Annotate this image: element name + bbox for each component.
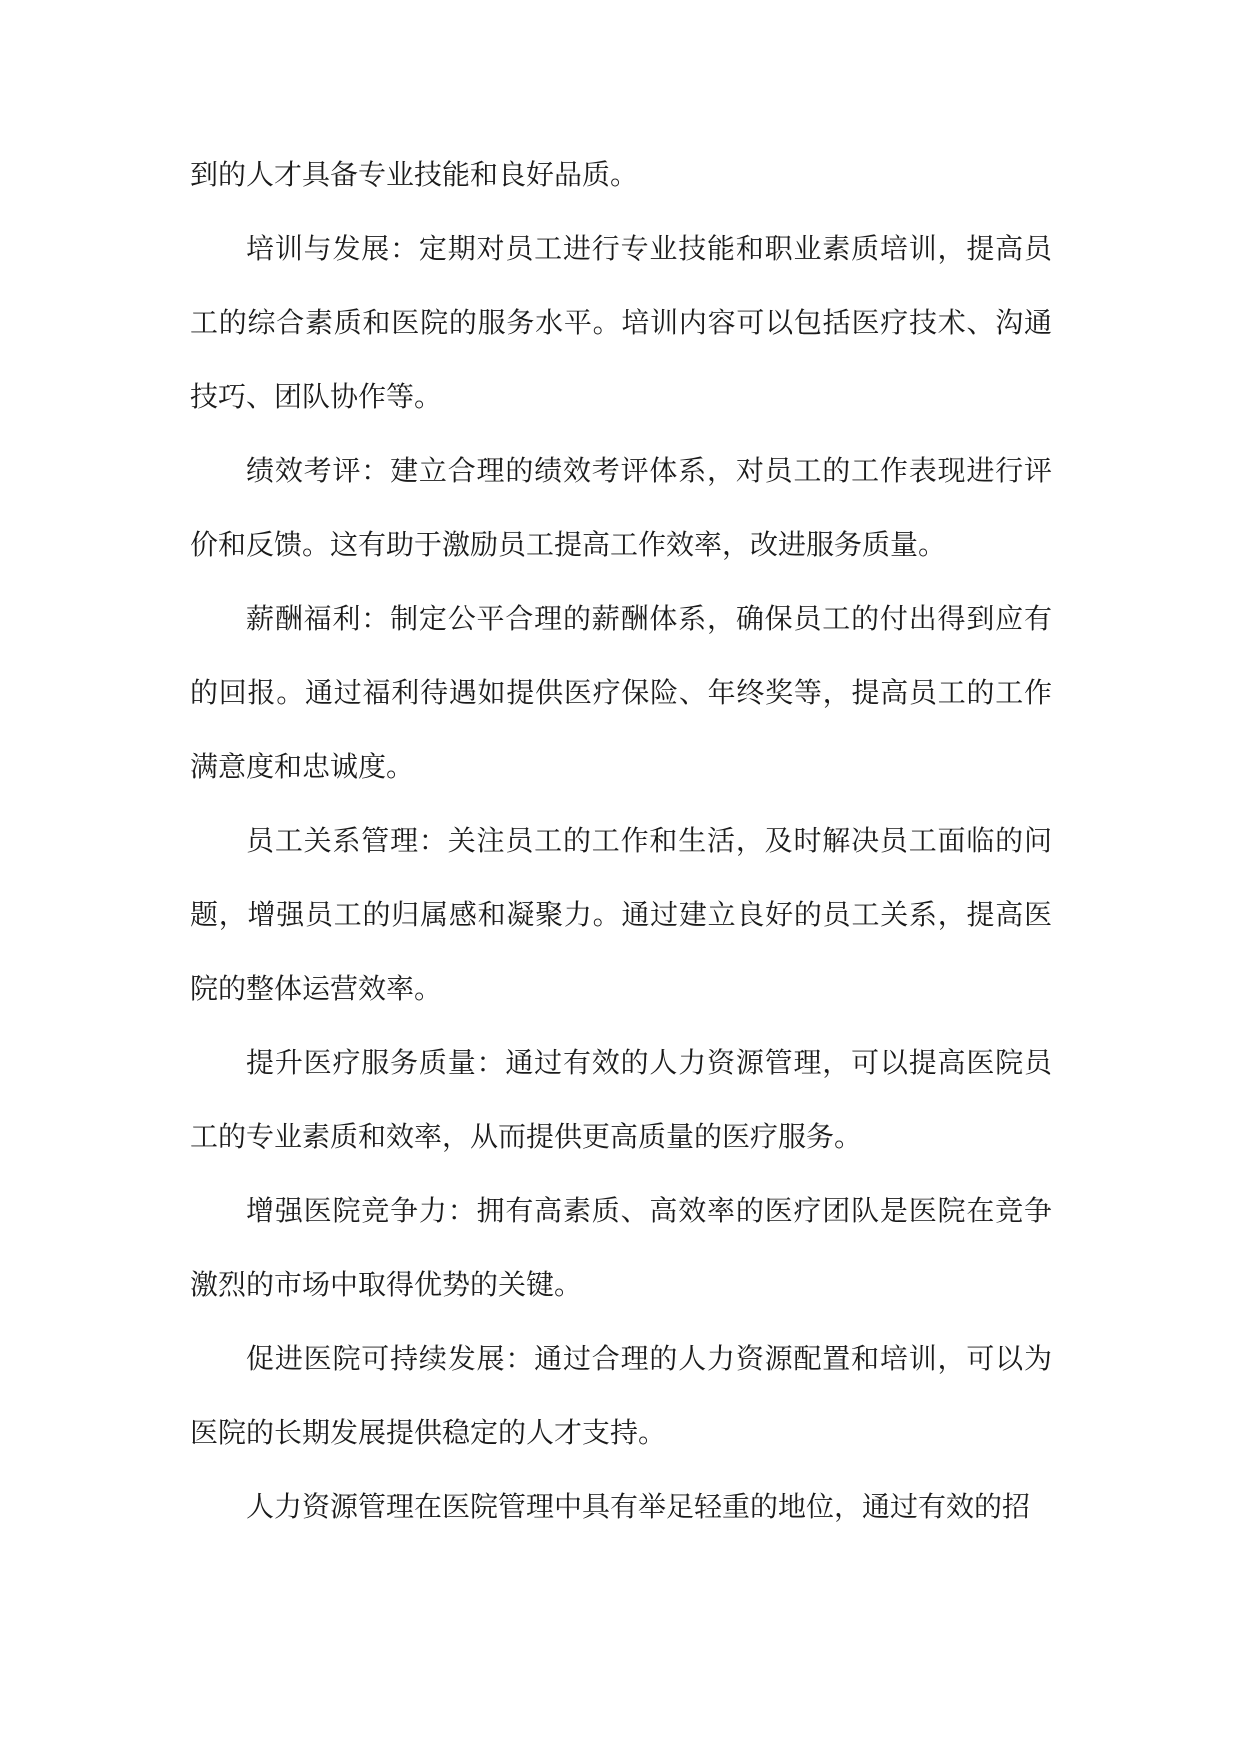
paragraph-compensation: 薪酬福利：制定公平合理的薪酬体系，确保员工的付出得到应有的回报。通过福利待遇如提供医疗保险、年终奖等，提高员工的工作满意度和忠诚度。 — [190, 602, 1052, 783]
paragraph-training: 培训与发展：定期对员工进行专业技能和职业素质培训，提高员工的综合素质和医院的服务水平。培训内容可以包括医疗技术、沟通技巧、团队协作等。 — [190, 232, 1052, 413]
paragraph-service-quality: 提升医疗服务质量：通过有效的人力资源管理，可以提高医院员工的专业素质和效率，从而提供更高质量的医疗服务。 — [190, 1046, 1052, 1153]
paragraph-conclusion: 人力资源管理在医院管理中具有举足轻重的地位，通过有效的招 — [246, 1490, 1031, 1523]
document-body — [190, 138, 1052, 1544]
paragraph-performance: 绩效考评：建立合理的绩效考评体系，对员工的工作表现进行评价和反馈。这有助于激励员工提高工作效率，改进服务质量。 — [190, 454, 1052, 561]
paragraph-continuation: 到的人才具备专业技能和良好品质。 — [190, 158, 639, 191]
paragraph-competitiveness: 增强医院竞争力：拥有高素质、高效率的医疗团队是医院在竞争激烈的市场中取得优势的关键。 — [190, 1194, 1052, 1301]
paragraph-employee-relations: 员工关系管理：关注员工的工作和生活，及时解决员工面临的问题，增强员工的归属感和凝聚力。通过建立良好的员工关系，提高医院的整体运营效率。 — [190, 824, 1052, 1005]
paragraph-sustainability: 促进医院可持续发展：通过合理的人力资源配置和培训，可以为医院的长期发展提供稳定的人才支持。 — [190, 1342, 1052, 1449]
